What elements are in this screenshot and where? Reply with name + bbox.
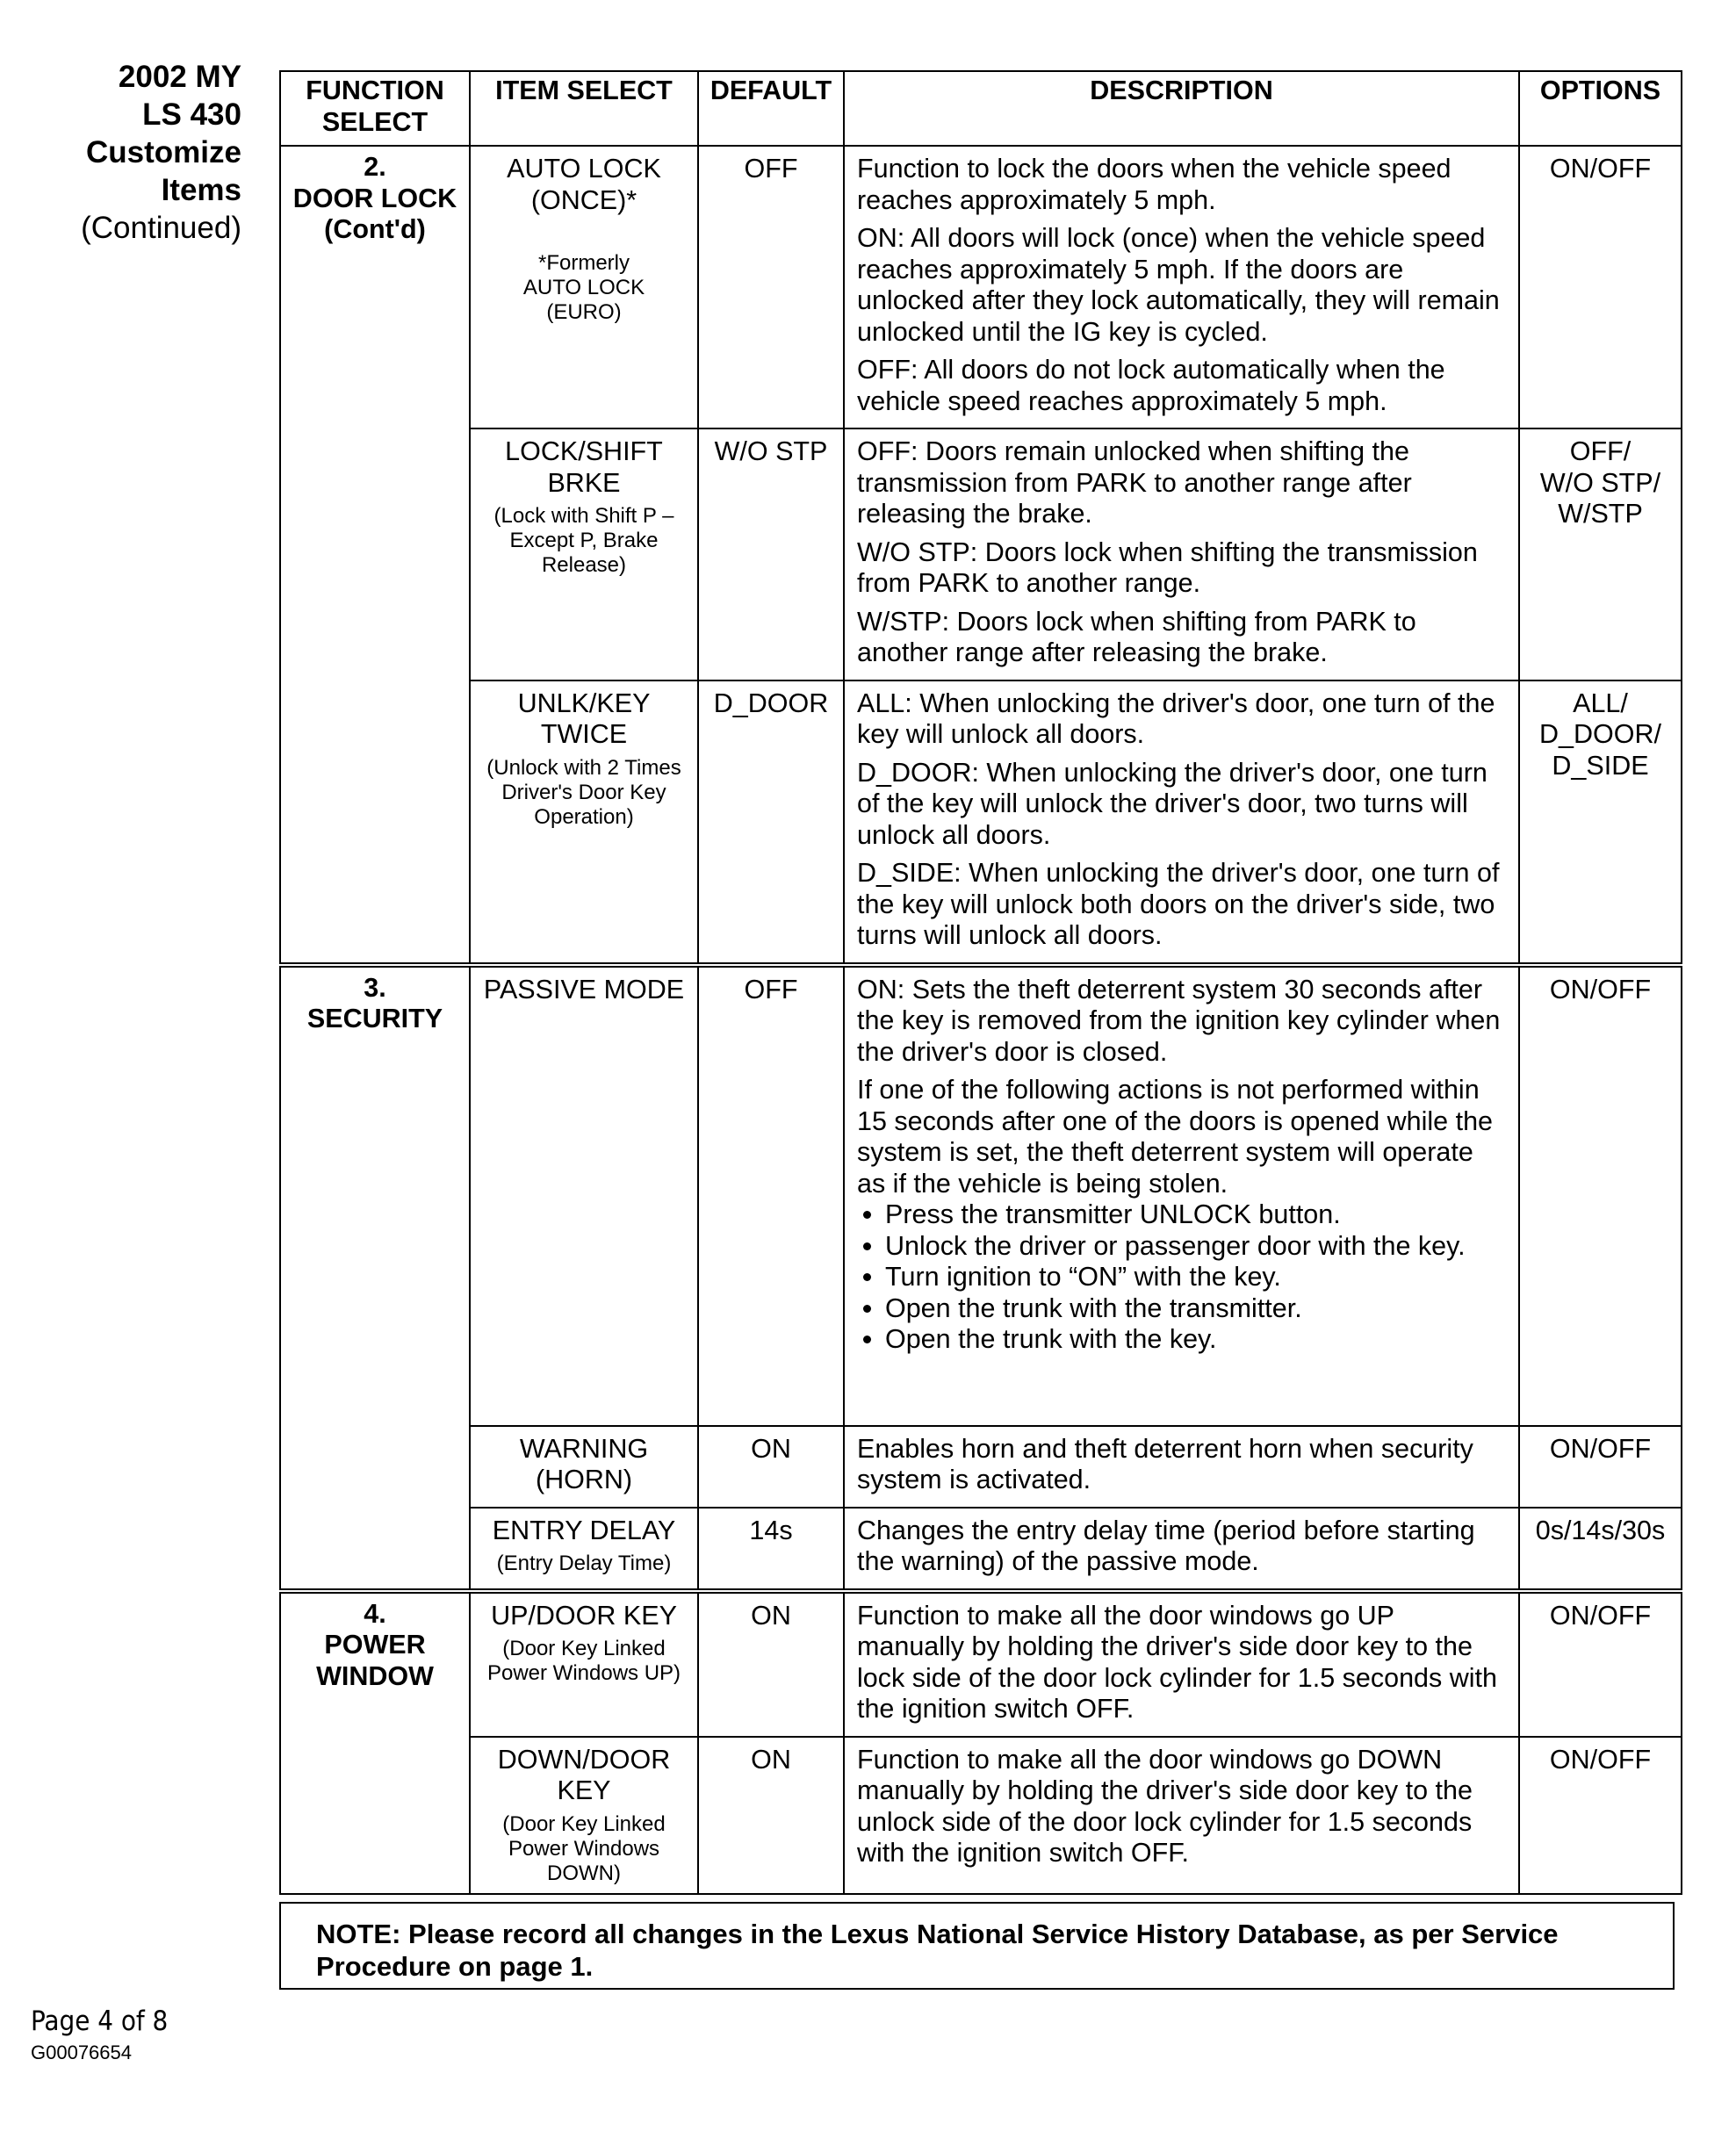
item-subtitle: (Lock with Shift P – Except P, Brake Release) xyxy=(493,504,674,577)
header-options: OPTIONS xyxy=(1519,71,1682,146)
header-default: DEFAULT xyxy=(698,71,844,146)
function-name: POWER xyxy=(324,1630,426,1660)
item-label: UNLK/KEY xyxy=(517,688,651,718)
default-value: ON xyxy=(698,1426,844,1508)
default-value: OFF xyxy=(698,965,844,1426)
function-name-cont: (Cont'd) xyxy=(324,214,426,244)
description-paragraph: Enables horn and theft deterrent horn when security system is activated. xyxy=(857,1433,1473,1494)
header-description: DESCRIPTION xyxy=(844,71,1519,146)
description-paragraph: OFF: Doors remain unlocked when shifting the transmission from PARK to another range after releasing the brake. xyxy=(857,436,1412,529)
item-label-line2: TWICE xyxy=(540,719,628,749)
model-year: 2002 MY xyxy=(118,60,241,94)
table-row xyxy=(280,1737,1682,1894)
item-up-door-key xyxy=(470,1591,698,1737)
item-subtitle: (Door Key Linked Power Windows UP) xyxy=(486,1637,681,1685)
list-item: • Press the transmitter UNLOCK button. xyxy=(885,1199,1508,1231)
item-label: LOCK/SHIFT xyxy=(505,436,663,466)
document-id: G00076654 xyxy=(31,2041,132,2063)
item-down-door-key xyxy=(470,1737,698,1894)
options-value: ON/OFF xyxy=(1519,146,1682,428)
item-label: AUTO LOCK xyxy=(507,154,661,184)
header-function-line2: SELECT xyxy=(321,106,429,137)
default-value: ON xyxy=(698,1737,844,1894)
item-passive-mode: PASSIVE MODE xyxy=(470,965,698,1426)
options-value: 0s/14s/30s xyxy=(1519,1508,1682,1591)
function-number: 2. xyxy=(364,152,386,182)
item-label-line2: BRKE xyxy=(547,467,621,498)
item-label: UP/DOOR KEY xyxy=(491,1600,677,1631)
description-paragraph: ON: All doors will lock (once) when the vehicle speed reaches approximately 5 mph. If the doors are unlocked after they lock automatically, they will remain unlocked until the IG key is cycled. xyxy=(857,223,1500,347)
function-number: 4. xyxy=(364,1598,386,1629)
list-item: • Open the trunk with the transmitter. xyxy=(885,1293,1508,1325)
options-value xyxy=(1519,428,1682,680)
description-paragraph: Function to make all the door windows go DOWN manually by holding the driver's side door key to the unlock side of the door lock cylinder for 1.5 seconds with the ignition switch OFF. xyxy=(857,1744,1473,1868)
description-cell xyxy=(844,146,1519,428)
table-header-row xyxy=(280,71,1682,146)
default-value: D_DOOR xyxy=(698,680,844,965)
description-paragraph: D_DOOR: When unlocking the driver's door, one turn of the key will unlock the driver's door, two turns will unlock all doors. xyxy=(857,757,1487,850)
item-label-line2: (ONCE)* xyxy=(530,184,637,215)
default-value: ON xyxy=(698,1591,844,1737)
description-paragraph: ALL: When unlocking the driver's door, one turn of the key will unlock all doors. xyxy=(857,688,1495,749)
description-paragraph: OFF: All doors do not lock automatically when the vehicle speed reaches approximately 5 mph. xyxy=(857,355,1445,416)
description-paragraph: W/STP: Doors lock when shifting from PARK to another range after releasing the brake. xyxy=(857,606,1416,667)
description-paragraph: Function to make all the door windows go UP manually by holding the driver's side door key to the lock side of the door lock cylinder for 1.5 seconds with the ignition switch OFF. xyxy=(857,1600,1497,1724)
option-line: OFF/ xyxy=(1569,436,1632,466)
description-paragraph: ON: Sets the theft deterrent system 30 seconds after the key is removed from the ignition key cylinder when the driver's door is closed. xyxy=(857,974,1501,1067)
item-label: ENTRY DELAY xyxy=(492,1515,676,1545)
header-item-select: ITEM SELECT xyxy=(470,71,698,146)
description-cell xyxy=(844,1508,1519,1591)
footnote-line2: AUTO LOCK xyxy=(522,276,645,299)
footnote-line3: (EURO) xyxy=(546,300,622,324)
document-section-title xyxy=(26,58,241,247)
page-number: Page 4 of 8 xyxy=(31,2005,169,2037)
options-value: ON/OFF xyxy=(1519,1591,1682,1737)
model-name: LS 430 xyxy=(142,97,241,132)
options-value: ON/OFF xyxy=(1519,1426,1682,1508)
title-items: Items xyxy=(161,173,241,207)
footnote-line1: *Formerly xyxy=(537,251,630,275)
option-line: W/O STP/ xyxy=(1539,467,1661,498)
customize-items-table xyxy=(279,70,1681,1895)
function-number: 3. xyxy=(364,972,386,1003)
title-continued: (Continued) xyxy=(81,211,241,245)
default-value: 14s xyxy=(698,1508,844,1591)
table-row xyxy=(280,1591,1682,1737)
option-line: D_SIDE xyxy=(1552,750,1649,781)
description-cell xyxy=(844,1591,1519,1737)
item-label: WARNING xyxy=(519,1433,649,1464)
description-cell xyxy=(844,1737,1519,1894)
default-value: OFF xyxy=(698,146,844,428)
item-footnote xyxy=(478,251,690,325)
options-value: ON/OFF xyxy=(1519,965,1682,1426)
description-cell xyxy=(844,965,1519,1426)
table-row xyxy=(280,1426,1682,1508)
description-paragraph: Function to lock the doors when the vehicle speed reaches approximately 5 mph. xyxy=(857,154,1451,215)
function-door-lock xyxy=(280,146,470,965)
description-paragraph: D_SIDE: When unlocking the driver's door, one turn of the key will unlock both doors on the driver's side, two turns will unlock all doors. xyxy=(857,858,1500,950)
item-label-line2: (HORN) xyxy=(535,1465,633,1494)
item-lock-shift-brke xyxy=(470,428,698,680)
description-cell xyxy=(844,1426,1519,1508)
description-cell xyxy=(844,428,1519,680)
option-line: ALL/ xyxy=(1573,688,1628,718)
item-label: DOWN/DOOR xyxy=(497,1744,671,1775)
table-row xyxy=(280,1508,1682,1591)
header-function-select xyxy=(280,71,470,146)
action-list xyxy=(857,1199,1508,1356)
table-row xyxy=(280,965,1682,1426)
header-function-line1: FUNCTION xyxy=(306,76,444,105)
item-subtitle: (Door Key Linked Power Windows DOWN) xyxy=(502,1811,666,1885)
table-row xyxy=(280,146,1682,428)
function-power-window xyxy=(280,1591,470,1894)
default-value: W/O STP xyxy=(698,428,844,680)
option-line: W/STP xyxy=(1558,499,1643,529)
list-item: • Open the trunk with the key. xyxy=(885,1324,1508,1356)
item-entry-delay xyxy=(470,1508,698,1591)
list-item: • Turn ignition to “ON” with the key. xyxy=(885,1262,1508,1293)
table-row xyxy=(280,680,1682,965)
function-name: DOOR LOCK xyxy=(292,183,457,213)
description-paragraph: If one of the following actions is not performed within 15 seconds after one of the doors is opened while the system is set, the theft deterrent system will operate as if the vehicle is being stolen. xyxy=(857,1075,1494,1199)
description-paragraph: Changes the entry delay time (period before starting the warning) of the passive mode. xyxy=(857,1515,1475,1576)
options-value: ON/OFF xyxy=(1519,1737,1682,1894)
options-value xyxy=(1519,680,1682,965)
function-name-cont: WINDOW xyxy=(316,1660,434,1691)
title-customize: Customize xyxy=(86,135,241,169)
function-name: SECURITY xyxy=(306,1004,443,1033)
description-paragraph: W/O STP: Doors lock when shifting the transmission from PARK to another range. xyxy=(857,536,1478,598)
function-security xyxy=(280,965,470,1591)
item-auto-lock xyxy=(470,146,698,428)
description-cell xyxy=(844,680,1519,965)
item-unlk-key-twice xyxy=(470,680,698,965)
option-line: D_DOOR/ xyxy=(1539,719,1661,749)
item-subtitle: (Entry Delay Time) xyxy=(496,1552,672,1575)
item-label-line2: KEY xyxy=(557,1775,611,1805)
service-history-note: NOTE: Please record all changes in the Lexus National Service History Database, as per Service Procedure on page 1. xyxy=(279,1902,1675,1990)
table-row xyxy=(280,428,1682,680)
item-warning-horn xyxy=(470,1426,698,1508)
item-subtitle: (Unlock with 2 Times Driver's Door Key Operation) xyxy=(486,755,681,829)
list-item: • Unlock the driver or passenger door with the key. xyxy=(885,1231,1508,1263)
